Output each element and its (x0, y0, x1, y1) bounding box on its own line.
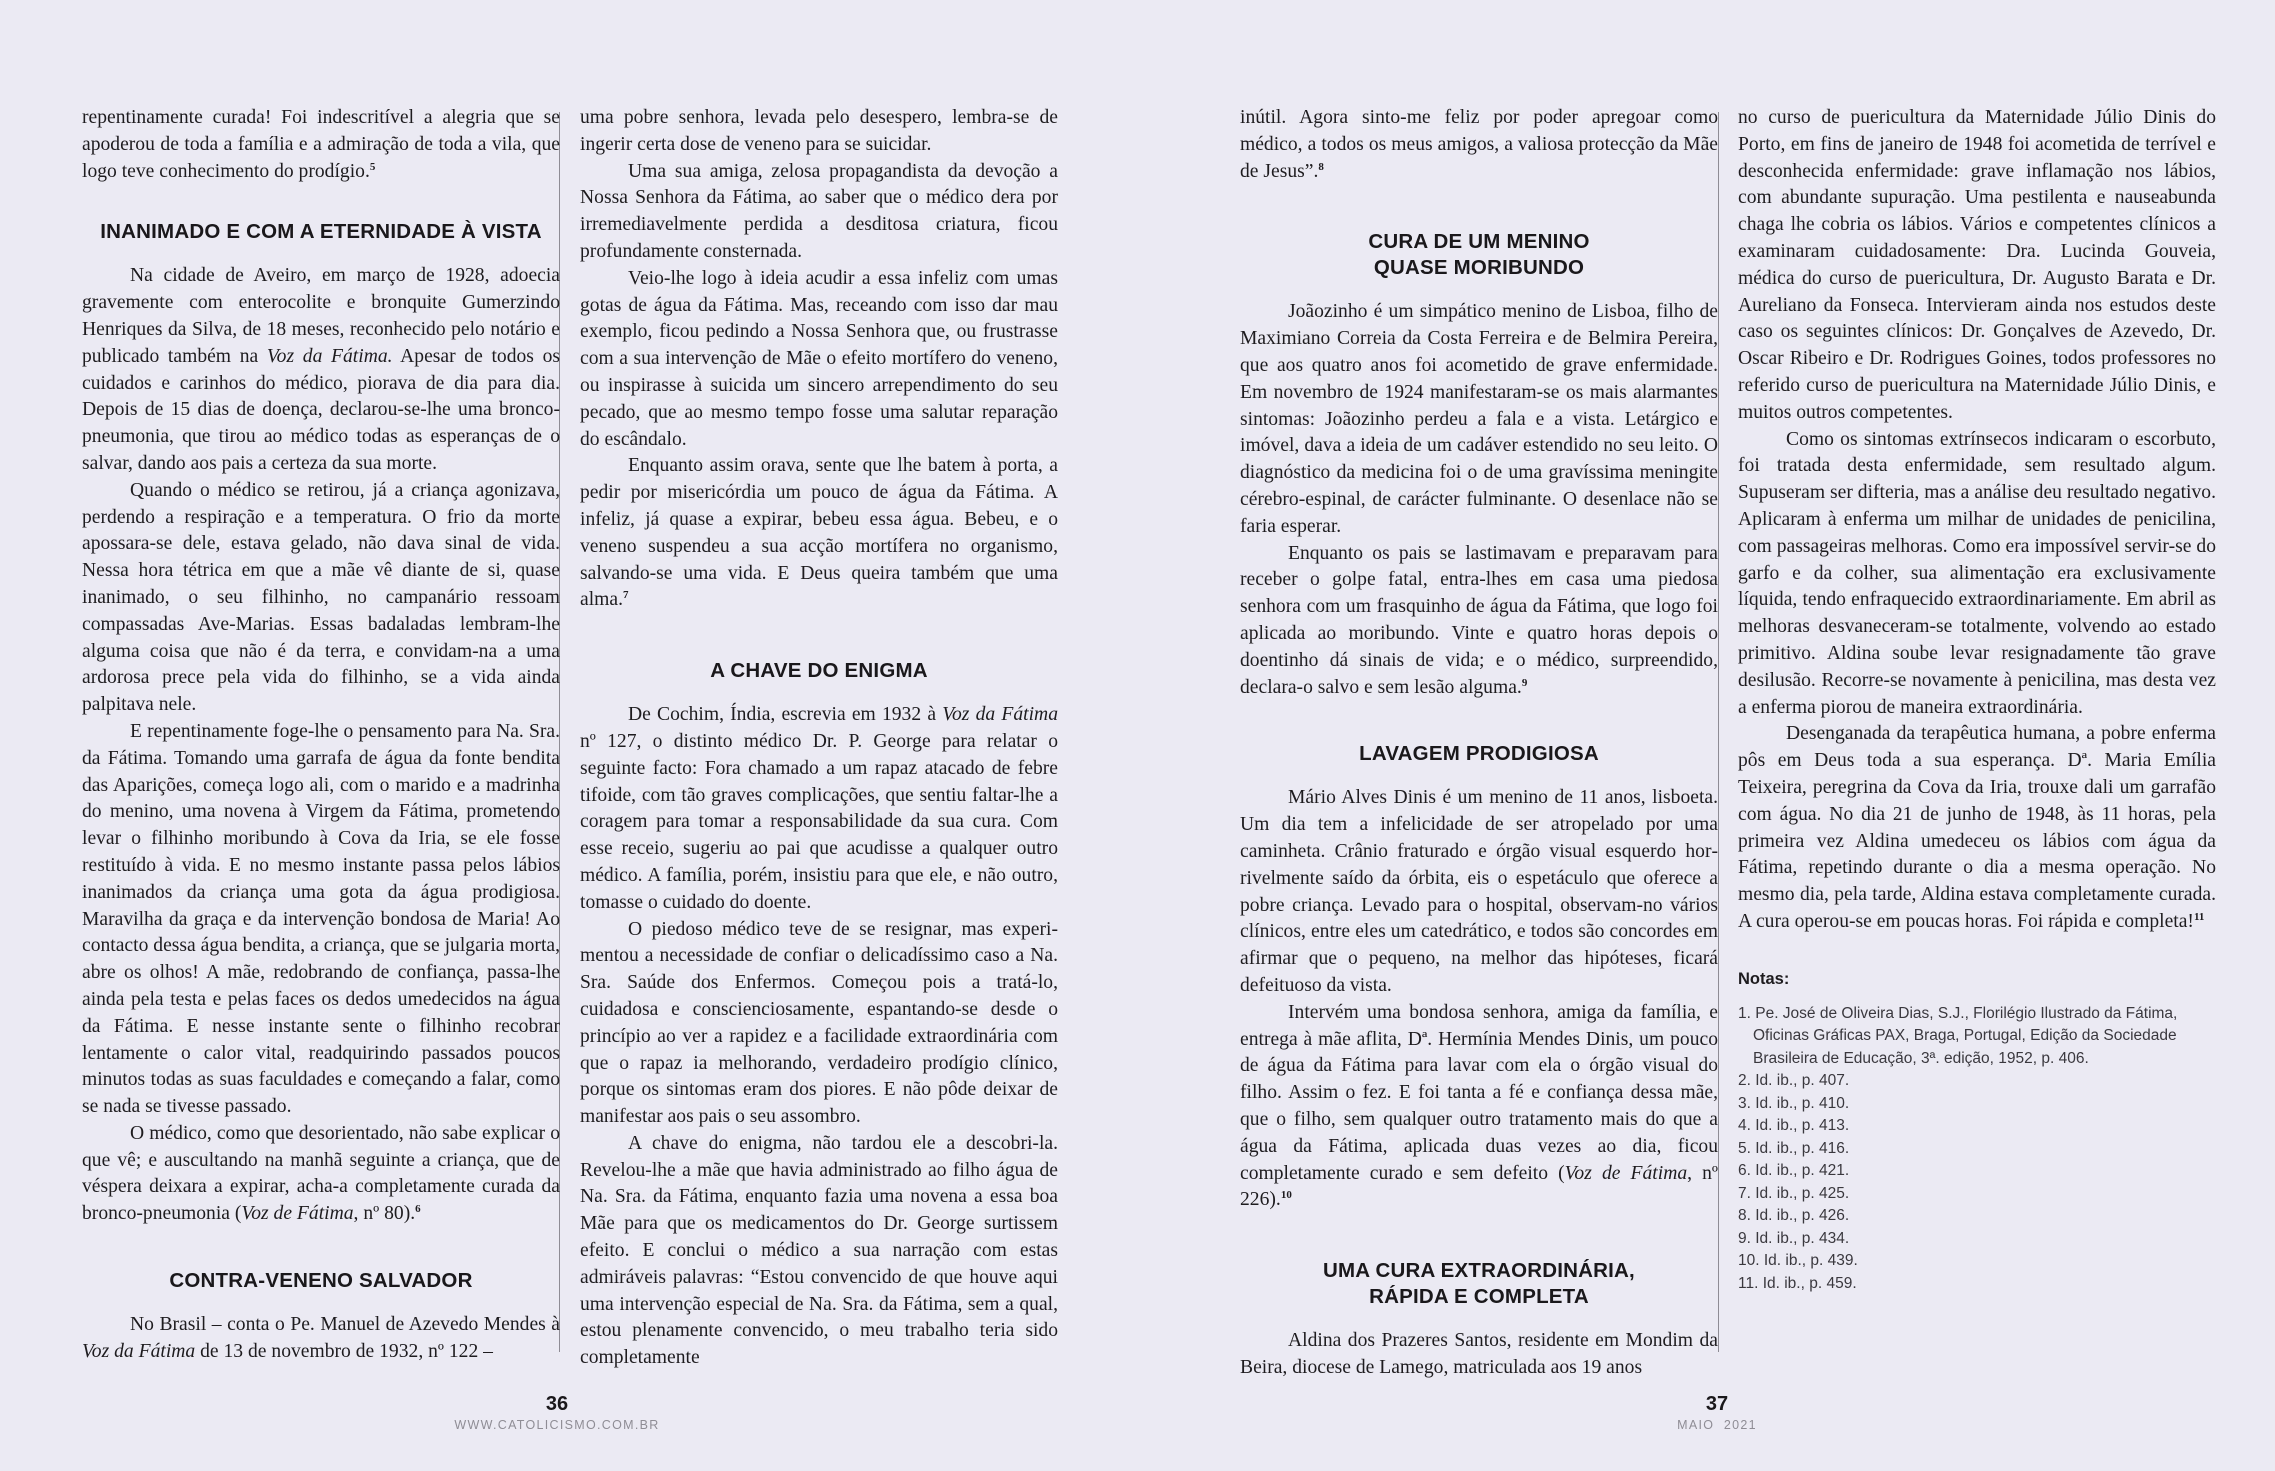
heading-line: QUASE MORIBUNDO (1373, 256, 1585, 280)
note-item: 10. Id. ib., p. 439. (1738, 1252, 1858, 1269)
paragraph: Veio-lhe logo à ideia acudir a essa infeliz com umas gotas de água da Fátima. Mas, receando com isso dar mau exemplo, ficou pedindo a Nossa Senhora que, ou frustrasse com a sua intervenção de Mãe o efeito mortífero do veneno, ou inspirasse à suicida um sincero arrependimento do seu pecado, que ao mesmo tempo fosse uma salutar reparação do escândalo. (580, 267, 1058, 450)
paragraph (82, 105, 560, 185)
paragraph-text: De Cochim, Índia, escrevia em 1932 à (628, 704, 943, 726)
section-heading (1240, 1258, 1718, 1310)
page-number: 36 (545, 1393, 569, 1415)
paragraph-text: O médico, como que desorientado, não sabe explicar o que vê; e auscultando na manhã seguinte a criança, que de véspera deixara a expirar, acha-a completamente curada da bronco-pneumonia ( (82, 1122, 560, 1225)
paragraph-text: Apesar de todos os cuidados e carinhos do médico, piorava de dia para dia. Depois de 15 dias de doença, declarou-se-lhe uma bronco-pneumonia, que tirou ao médico todas as esperanças de o salvar, dando aos pais a certeza da sua morte. (82, 345, 561, 474)
paragraph (1738, 721, 2216, 935)
heading-line: UMA CURA EXTRAORDINÁRIA, (1323, 1259, 1635, 1283)
paragraph-text: nº 127, o distinto médico Dr. P. George para relatar o seguinte facto: Fora chamado a um rapaz atacado de febre tifoide, com tão graves complicações, que sentiu faltar-lhe a coragem para tomar a responsabilidade da sua cura. Com esse receio, sugeriu ao pai que acudisse a qualquer outro médico. A família, porém, insistiu para que ele, e não outro, tomasse o cuidado do doente. (580, 730, 1058, 913)
section-heading: INANIMADO E COM A ETERNIDADE À VISTA (100, 220, 542, 244)
note-item: 2. Id. ib., p. 407. (1738, 1072, 1850, 1089)
paragraph-text: inútil. Agora sinto-me feliz por poder apregoar como médico, a todos os meus amigos, a valiosa protecção da Mãe de Jesus”. (1240, 107, 1718, 182)
paragraph: O piedoso médico teve de se resignar, mas experimentou a necessidade de confiar o delicadíssimo caso a Na. Sra. Saúde dos Enfermos. Começou pois a tratá-lo, cuidadosa e conscienciosamente, espantando-se desde o princípio ao ver a rapidez e a facilidade extraordinária com que o rapaz ia melhorando, verdadeiro prodígio clínico, porque os sintomas eram dos piores. E não pôde deixar de manifestar aos pais o seu assombro. (580, 918, 1058, 1128)
paragraph-text: Enquanto assim orava, sente que lhe batem à porta, a pedir por misericórdia um pouco de água da Fátima. A infeliz, já quase a expirar, bebeu essa água. Bebeu, e o veneno suspendeu a sua acção mortífera no organismo, salvando-se uma vida. E Deus queira também que uma alma. (580, 455, 1058, 611)
note-item: 3. Id. ib., p. 410. (1738, 1094, 1850, 1112)
footnote-ref[interactable]: 11 (2193, 910, 2205, 923)
paragraph: Como os sintomas extrínsecos indicaram o escorbuto, foi tratada desta enfermidade, sem resultado algum. Supuseram ser difteria, mas a análise deu resultado negativo. Aplicaram à enferma um milhar de unidades de penicilina, com passageiras melhoras. Como era impossível servir-se do garfo e da colher, sua alimentação era exclusivamente líquida, tendo enfraquecido extraordinariamente. Em abril as melhoras desvaneceram-se totalmente, volvendo ao estado primitivo. Aldina soube levar resignadamente tão grave desilusão. Recorre-se novamente à penicilina, mas desta vez a enferma piorou de maneira extraordinária. (1738, 428, 2216, 718)
footnote-ref[interactable]: 6 (415, 1203, 421, 1216)
paragraph (580, 453, 1058, 614)
paragraph-text: Enquanto os pais se lastimavam e preparavam para receber o golpe fatal, entra-lhes em casa uma piedosa senhora com um frasquinho de água da Fátima, que logo foi aplicada ao moribundo. Vinte e quatro horas depois o doentinho dá sinais de vida; e o médico, surpreendido, declara-o salvo e sem lesão alguma. (1240, 542, 1718, 698)
note-item: 9. Id. ib., p. 434. (1738, 1229, 1850, 1247)
page-footer-right (1567, 1392, 1867, 1434)
paragraph (82, 1121, 560, 1228)
paragraph-text: de 13 de novembro de 1932, nº 122 – (195, 1340, 493, 1362)
paragraph-text: repentinamente curada! Foi indescritível a alegria que se apoderou de toda a família e a admiração de toda a vila, que logo teve conhecimento do prodígio. (82, 107, 560, 182)
footnote-ref[interactable]: 9 (1521, 676, 1528, 689)
section-heading (1240, 229, 1718, 281)
footnote-ref[interactable]: 7 (622, 589, 629, 602)
paragraph-text: , nº 80). (353, 1203, 416, 1225)
paragraph: Aldina dos Prazeres Santos, residente em Mondim da Beira, diocese de Lamego, matriculada aos 19 anos (1240, 1330, 1718, 1378)
heading-line: RÁPIDA E COMPLETA (1369, 1285, 1589, 1309)
paragraph-text: No Brasil – conta o Pe. Manuel de Azevedo Mendes à (130, 1314, 560, 1336)
paragraph (1240, 1000, 1718, 1214)
note-item: 6. Id. ib., p. 421. (1738, 1162, 1850, 1179)
section-heading: CONTRA-VENENO SALVADOR (169, 1269, 473, 1293)
section-heading: A CHAVE DO ENIGMA (710, 659, 928, 683)
publication-title: Voz de Fátima (241, 1203, 354, 1225)
footnote-ref[interactable]: 10 (1280, 1189, 1292, 1202)
paragraph (1240, 105, 1718, 185)
issue-date: MAIO 2021 (1677, 1418, 1757, 1432)
paragraph (580, 702, 1058, 916)
page-37-column-2 (1738, 105, 2216, 1295)
page-36-column-1 (82, 105, 560, 1366)
note-item: 8. Id. ib., p. 426. (1738, 1207, 1850, 1224)
paragraph: Joãozinho é um simpático menino de Lisboa, filho de Maximiano Correia da Costa Ferreira e de Belmira Pereira, que aos quatro anos foi acometido de grave enfermidade. Em novembro de 1924 manifestaram-se os mais alarmantes sintomas: Joãozinho perdeu a fala e a vista. Letárgico e imóvel, dava a ideia de um cadáver estendido no seu leito. O diagnóstico da medicina foi o de uma gravíssima meningite cérebro-espinal, de carácter fulminante. O desenlace não se faria esperar. (1240, 301, 1718, 537)
paragraph: E repentinamente foge-lhe o pensamento para Na. Sra. da Fátima. Tomando uma garrafa de água da fonte bendita das Aparições, começa logo ali, com o marido e a madrinha do menino, uma novena à Virgem da Fátima, prometendo levar o filhinho moribundo à Cova da Iria, se ele fosse restituído à vida. E no mesmo instante passa pelos lábios inanimados da criança uma gota da água prodigiosa. Maravilha da graça e da intervenção bondosa de Maria! Ao contacto dessa água bendita, a criança, que se julgaria morta, abre os olhos! A mãe, redobrando de confiança, passa-lhe ainda pela testa e pelas faces os dedos umedecidos na água da Fátima. E nesse instante sente o filhinho recobrar lentamente o calor vital, readquirindo passados poucos minutos todas as suas faculdades e começando a falar, como se nada se tivesse passado. (82, 720, 560, 1118)
note-item: 7. Id. ib., p. 425. (1738, 1184, 1850, 1202)
paragraph: Uma sua amiga, zelosa propagandista da devoção a Nossa Senhora da Fátima, ao saber que o médico dera por irremediavelmente perdida a desditosa criatura, ficou profundamente consternada. (580, 160, 1058, 262)
page-36-column-2 (580, 105, 1058, 1372)
page-footer-left (407, 1392, 707, 1434)
footnote-ref[interactable]: 5 (369, 160, 376, 173)
website-link[interactable]: WWW.CATOLICISMO.COM.BR (454, 1418, 660, 1432)
paragraph (82, 263, 560, 477)
paragraph-text: Na cidade de Aveiro, em março de 1928, adoecia gravemente com enterocolite e bronquite Gumerzindo Henriques da Silva, de 18 meses, reconhecido pelo notário e publicado também na (82, 265, 560, 367)
note-item: 5. Id. ib., p. 416. (1738, 1139, 1850, 1157)
publication-title: Voz da Fátima (942, 704, 1058, 726)
note-item: 11. Id. ib., p. 459. (1738, 1274, 1857, 1292)
paragraph-text: Desenganada da terapêutica humana, a pobre enferma pôs em Deus toda a sua esperança. Dª. Maria Emília Teixeira, peregrina da Cova da Iria, trouxe dali um garrafão com água. No dia 21 de junho de 1948, às 11 horas, pela primeira vez Aldina umedeceu os lábios com água da Fátima, repetindo durante o dia a mesma operação. No mesmo dia, pela tarde, Aldina estava completamente curada. A cura operou-se em poucas horas. Foi rápida e completa! (1738, 723, 2216, 932)
paragraph: Mário Alves Dinis é um menino de 11 anos, lisboeta. Um dia tem a infelicidade de ser atropelado por uma caminheta. Crânio fraturado e órgão visual esquerdo horrivelmente saído da órbita, eis o espetáculo que oferece a pobre criança. Levado para o hospital, observam-no vários clínicos, entre eles um catedrático, e todos são concordes em afirmar que o pequeno, na melhor das hipóteses, ficará defeituoso da vista. (1240, 787, 1718, 996)
column-rule-right (1718, 112, 1719, 1352)
footnote-ref[interactable]: 8 (1318, 160, 1324, 173)
notes-list (1738, 1003, 2216, 1296)
note-item: 4. Id. ib., p. 413. (1738, 1117, 1850, 1134)
publication-title: Voz da Fátima (82, 1340, 196, 1362)
paragraph: A chave do enigma, não tardou ele a descobri-la. Revelou-lhe a mãe que havia administrado ao filho água de Na. Sra. da Fátima, enquanto fazia uma novena a essa boa Mãe para que os medicamentos do Dr. George surtissem efeito. E conclui o médico a sua narração com estas admiráveis palavras: “Estou convencido de que houve aqui uma intervenção especial de Na. Sra. da Fátima, sem a qual, estou plenamente convencido, o meu trabalho teria sido completamente (580, 1132, 1058, 1369)
paragraph-text: , nº 226). (1240, 1162, 1719, 1211)
notes-heading: Notas: (1738, 969, 1790, 988)
publication-title: Voz de Fátima (1564, 1162, 1688, 1184)
paragraph (82, 1312, 560, 1366)
section-heading: LAVAGEM PRODIGIOSA (1359, 742, 1599, 766)
paragraph (1240, 541, 1718, 702)
paragraph-text: Intervém uma bondosa senhora, amiga da família, e entrega à mãe aflita, Dª. Hermínia Mendes Dinis, um pouco de água da Fátima para lavar com ela o órgão visual do filho. Assim o fez. E foi tanta a fé e confiança dessa mãe, que o filho, sem qualquer outro tratamento mais do que a água da Fátima, aplicada duas vezes ao dia, ficou completamente curado e sem defeito ( (1240, 1001, 1718, 1184)
page-number: 37 (1705, 1393, 1729, 1415)
heading-line: CURA DE UM MENINO (1368, 230, 1590, 254)
paragraph: no curso de puericultura da Maternidade Júlio Dinis do Porto, em fins de janeiro de 1948 foi acometida de terrível e desconhecida enfermidade: grave inflamação nos lábios, com abundante supuração. Uma pestilenta e nauseabunda chaga lhe cobria os lábios. Vários e competentes clínicos a examinaram cuidadosamente: Dra. Lucinda Gouveia, médica do curso de puericultura, Dr. Augusto Barata e Dr. Aureliano da Fonseca. Intervieram ainda nos estudos deste caso os seguintes clínicos: Dr. Gonçalves de Azevedo, Dr. Oscar Ribeiro e Dr. Rodrigues Goines, todos professores no referido curso de puericultura na Maternidade Júlio Dinis, e muitos outros competentes. (1738, 107, 2216, 423)
note-item: 1. Pe. José de Oliveira Dias, S.J., Florilégio Ilustrado da Fátima, Oficinas Gráficas PAX, Braga, Portugal, Edição da Sociedade Brasileira de Educação, 3ª. edição, 1952, p. 406. (1738, 1004, 2178, 1067)
page-37-column-1 (1240, 105, 1718, 1382)
paragraph: Quando o médico se retirou, já a criança agonizava, perdendo a respiração e a temperatura. O frio da morte apossara-se dele, estava gelado, não dava sinal de vida. Nessa hora tétrica em que a mãe vê diante de si, quase inanimado, o seu filhinho, no campanário ressoam compassadas Ave-Marias. Essas badaladas lembram-lhe alguma coisa que não é da terra, e convidam-na a uma ardorosa prece pela vida do filhinho, se a vida ainda palpitava nele. (82, 479, 560, 716)
paragraph: uma pobre senhora, levada pelo desespero, lembra-se de ingerir certa dose de veneno para se suicidar. (580, 107, 1058, 155)
publication-title: Voz da Fátima. (266, 345, 393, 367)
